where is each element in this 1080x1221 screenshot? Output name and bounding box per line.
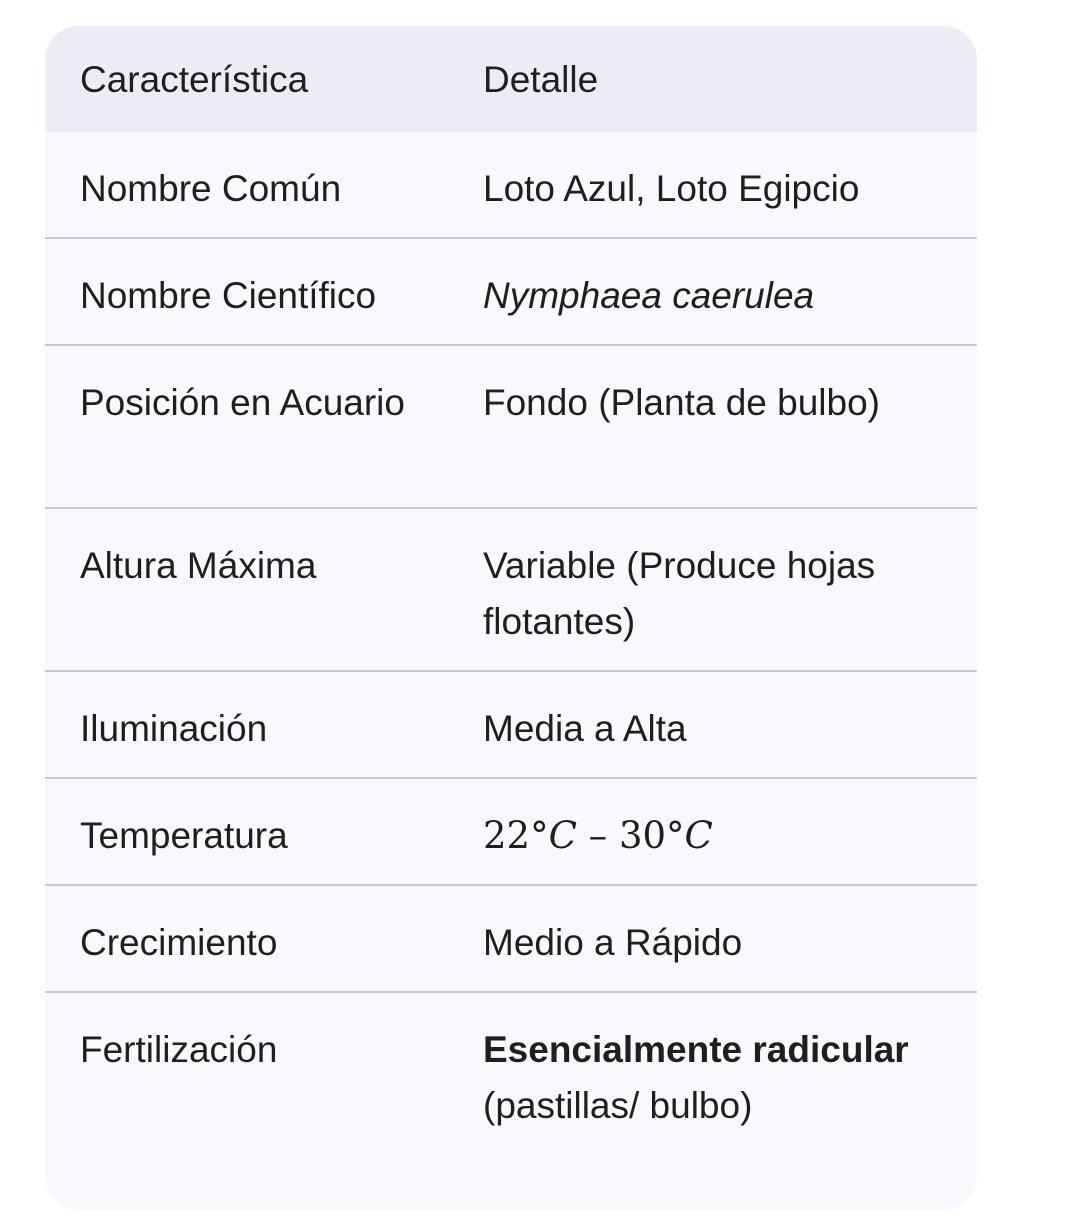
temperature-formula xyxy=(483,779,977,884)
row-key: Temperatura xyxy=(80,815,288,856)
row-value xyxy=(483,993,977,1210)
table-row xyxy=(45,132,977,239)
temp-unit: C xyxy=(548,814,577,857)
row-value: Medio a Rápido xyxy=(483,922,743,963)
table-row xyxy=(45,239,977,346)
data-table xyxy=(45,26,977,1210)
row-key: Fertilización xyxy=(80,1029,278,1070)
row-key: Posición en Acuario xyxy=(80,382,405,423)
temp-high: 30° xyxy=(618,814,685,857)
header-detalle: Detalle xyxy=(483,59,599,100)
table-row xyxy=(45,779,977,886)
table-row xyxy=(45,993,977,1210)
row-key: Altura Máxima xyxy=(80,545,317,586)
row-value: Media a Alta xyxy=(483,708,687,749)
table-row xyxy=(45,672,977,779)
row-key: Crecimiento xyxy=(80,922,278,963)
row-key: Nombre Científico xyxy=(80,275,377,316)
temp-unit: C xyxy=(684,814,713,857)
row-value: Variable (Produce hojas flotantes) xyxy=(483,545,876,642)
row-value: Fondo (Planta de bulbo) xyxy=(483,382,880,423)
temp-low: 22° xyxy=(483,814,549,857)
row-value: Nymphaea caerulea xyxy=(483,275,815,316)
table-row xyxy=(45,509,977,672)
row-key: Nombre Común xyxy=(80,168,342,209)
row-key: Iluminación xyxy=(80,708,268,749)
row-value: Loto Azul, Loto Egipcio xyxy=(483,168,860,209)
temp-dash: – xyxy=(576,814,619,857)
table-row xyxy=(45,346,977,509)
table-row xyxy=(45,886,977,993)
header-caracteristica: Característica xyxy=(80,59,309,100)
table-header-row xyxy=(45,26,977,132)
value-rest: (pastillas/ bulbo) xyxy=(483,1085,753,1126)
value-bold: Esencialmente radicular xyxy=(483,1029,909,1070)
